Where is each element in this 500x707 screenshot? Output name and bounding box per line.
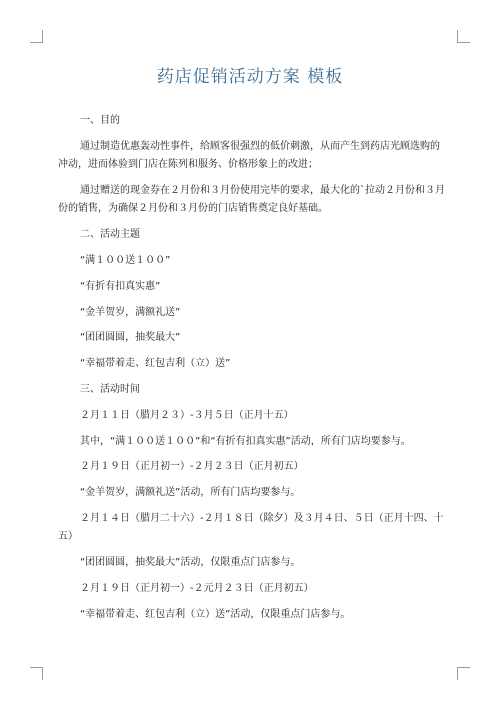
theme-item: “团团圆圆，抽奖最大”: [80, 332, 181, 344]
paragraph: “团团圆圆，抽奖最大”活动，仅限重点门店参与。: [80, 557, 301, 569]
crop-mark-top-left: [30, 30, 43, 43]
date-range: ２月１４日（腊月二十六）-２月１８日（除夕）及３月４日、５日（正月十四、十五）: [58, 512, 444, 543]
document-body: [58, 112, 446, 632]
paragraph: 其中，“满１００送１００”和“有折有扣真实惠”活动，所有门店均要参与。: [80, 435, 411, 447]
date-range: ２月１９日（正月初一）-２元月２３日（正月初五）: [80, 582, 314, 594]
theme-item: “有折有扣真实惠”: [80, 280, 161, 292]
paragraph: 通过制造优惠轰动性事件，给顾客很强烈的低价刺激，从而产生到药店光顾选购的冲动，进而体验到门店在陈列和服务、价格形象上的改进；: [58, 140, 440, 171]
date-range: ２月１９日（正月初一）-２月２３日（正月初五）: [80, 461, 304, 473]
crop-mark-top-right: [457, 30, 470, 43]
theme-item: “满１００送１００”: [80, 255, 171, 266]
section-heading-purpose: 一、目的: [80, 115, 120, 126]
document-title: 药店促销活动方案 模板: [156, 67, 344, 87]
paragraph: “金羊贺岁，满额礼送”活动，所有门店均要参与。: [80, 487, 301, 499]
crop-mark-bottom-left: [30, 667, 43, 680]
theme-item: “金羊贺岁，满额礼送”: [80, 306, 181, 318]
paragraph: “幸福带着走、红包吉利（立）送”活动，仅限重点门店参与。: [80, 608, 351, 620]
date-range: ２月１１日（腊月２３）-３月５日（正月十五）: [80, 409, 294, 421]
crop-mark-bottom-right: [457, 667, 470, 680]
section-heading-theme: 二、活动主题: [80, 229, 140, 241]
section-heading-time: 三、活动时间: [80, 383, 140, 395]
paragraph: 通过赠送的现金券在２月份和３月份使用完毕的要求，最大化的`拉动２月份和３月份的销售，为确保２月份和３月份的门店销售奠定良好基础。: [58, 185, 445, 215]
theme-item: “幸福带着走、红包吉利（立）送”: [80, 358, 231, 370]
